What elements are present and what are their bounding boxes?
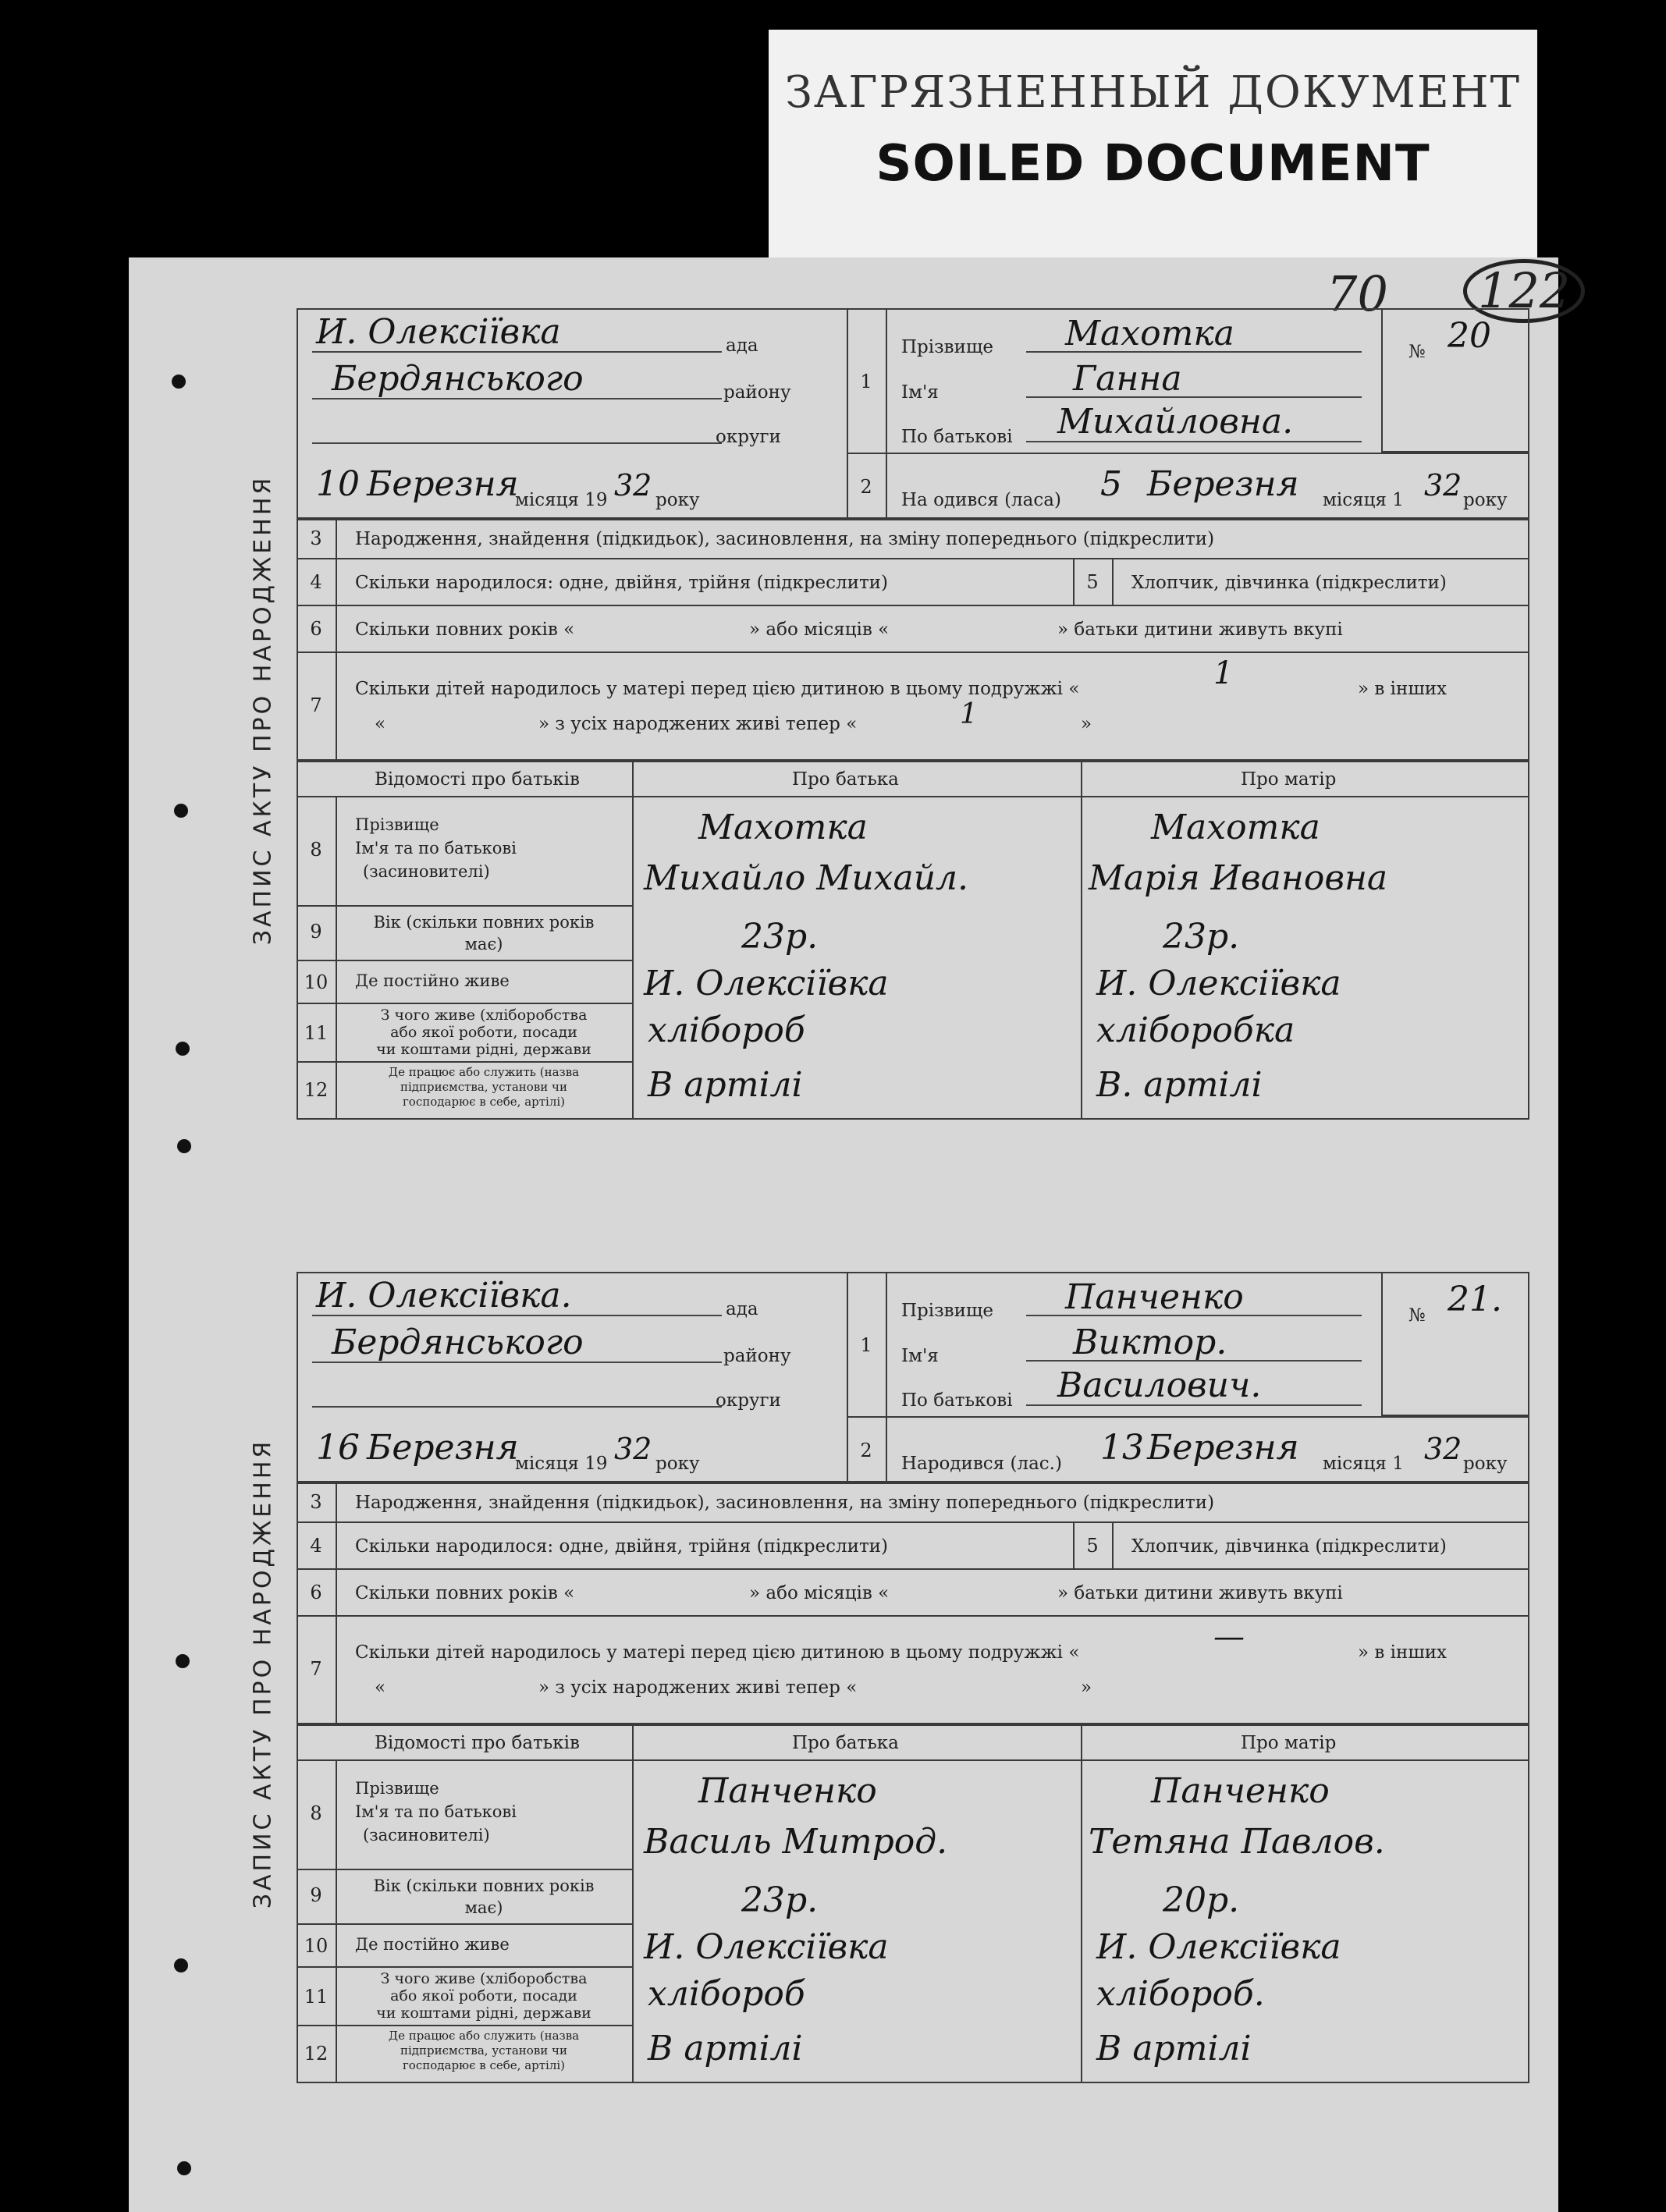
birth-day: 5 bbox=[1100, 464, 1122, 504]
row-number: 5 bbox=[1086, 571, 1099, 593]
name-label: Ім'я bbox=[901, 382, 939, 403]
father-occupation: хлібороб bbox=[648, 1974, 805, 2014]
year-label: року bbox=[655, 490, 700, 510]
birth-year-label: року bbox=[1463, 490, 1508, 510]
mother-name: Марія Ивановна bbox=[1089, 858, 1388, 898]
father-residence: И. Олексіївка bbox=[644, 964, 889, 1003]
row8-line: (засиновителі) bbox=[363, 1826, 490, 1845]
row-number: 2 bbox=[860, 476, 872, 498]
stamp-russian: ЗАГРЯЗНЕННЫЙ ДОКУМЕНТ bbox=[785, 67, 1521, 118]
children-alive: 1 bbox=[960, 698, 978, 730]
birth-year: 32 bbox=[1424, 1432, 1462, 1466]
row7-b: » в інших bbox=[1358, 679, 1448, 699]
record-number: 20 bbox=[1448, 316, 1491, 356]
row5-text: Хлопчик, дівчинка (підкреслити) bbox=[1131, 1536, 1447, 1557]
row12-line: підприємства, установи чи bbox=[400, 2043, 567, 2058]
father-work: В артілі bbox=[648, 2029, 803, 2068]
punch-hole bbox=[172, 375, 186, 389]
row8-line: Ім'я та по батькові bbox=[355, 1802, 517, 1821]
children-before: — bbox=[1213, 1619, 1245, 1655]
row12-line: господарює в себе, артілі) bbox=[402, 2058, 566, 2072]
row12-label bbox=[339, 2029, 628, 2073]
okrugy-label: округи bbox=[716, 427, 781, 447]
mother-header: Про матір bbox=[1241, 769, 1337, 790]
stamp-english: SOILED DOCUMENT bbox=[876, 135, 1430, 193]
row3-text: Народження, знайдення (підкидьок), засиновлення, на зміну попереднього (підкреслити) bbox=[355, 1493, 1215, 1513]
mother-occupation: хліборобка bbox=[1096, 1010, 1295, 1050]
birth-month-label: місяця 1 bbox=[1323, 1454, 1404, 1474]
row-number: 4 bbox=[310, 571, 322, 593]
registration-month: Березня bbox=[367, 464, 519, 504]
row11-line: чи коштами рідні, держави bbox=[376, 1041, 591, 1058]
mother-age: 23р. bbox=[1163, 917, 1240, 957]
mother-occupation: хлібороб. bbox=[1096, 1974, 1265, 2014]
row-number: 1 bbox=[860, 1334, 872, 1356]
row12-line: підприємства, установи чи bbox=[400, 1080, 567, 1094]
row11-label bbox=[339, 1970, 628, 2022]
punch-hole bbox=[174, 1958, 188, 1972]
patronymic-label: По батькові bbox=[901, 427, 1013, 447]
row7-b: » в інших bbox=[1358, 1642, 1448, 1663]
father-residence: И. Олексіївка bbox=[644, 1927, 889, 1967]
registration-day: 10 bbox=[316, 464, 360, 504]
birth-month: Березня bbox=[1147, 1428, 1299, 1468]
row-number: 10 bbox=[304, 1935, 329, 1957]
row-number: 11 bbox=[304, 1022, 329, 1044]
child-name: Виктор. bbox=[1073, 1323, 1227, 1362]
row6-c: » батьки дитини живуть вкупі bbox=[1057, 1583, 1343, 1603]
row9-label bbox=[339, 1875, 628, 1919]
details-frame bbox=[297, 1482, 1529, 1724]
rada-label: ада bbox=[726, 1299, 758, 1319]
row11-line: або якої роботи, посади bbox=[390, 1987, 577, 2004]
details-frame bbox=[297, 519, 1529, 761]
row10-label: Де постійно живе bbox=[355, 971, 510, 990]
name-label: Ім'я bbox=[901, 1346, 939, 1366]
row7-a: Скільки дітей народилось у матері перед цією дитиною в цьому подружжі « bbox=[355, 1642, 1080, 1663]
birth-record bbox=[230, 1205, 1557, 2083]
father-age: 23р. bbox=[741, 1880, 819, 1920]
row12-line: Де працює або служить (назва bbox=[388, 1065, 580, 1079]
row7-e: » bbox=[1081, 1678, 1092, 1698]
row12-line: Де працює або служить (назва bbox=[388, 2029, 580, 2043]
row4-text: Скільки народилося: одне, двійня, трійня (підкреслити) bbox=[355, 1536, 888, 1557]
row-number: 8 bbox=[310, 1802, 322, 1824]
birth-year-label: року bbox=[1463, 1454, 1508, 1474]
row7-c: « bbox=[375, 714, 386, 734]
row-number: 12 bbox=[304, 2043, 329, 2065]
village-value: И. Олексіївка. bbox=[316, 1276, 572, 1315]
child-patronymic: Михайловна. bbox=[1057, 402, 1294, 442]
surname-label: Прізвище bbox=[901, 1301, 993, 1321]
row7-d: » з усіх народжених живі тепер « bbox=[538, 714, 858, 734]
row-number: 11 bbox=[304, 1986, 329, 2008]
row8-line: Прізвище bbox=[355, 815, 439, 834]
row-number: 4 bbox=[310, 1535, 322, 1557]
birth-label: Народився (лас.) bbox=[901, 1454, 1062, 1474]
father-age: 23р. bbox=[741, 917, 819, 957]
punch-hole bbox=[176, 1042, 190, 1056]
okrugy-label: округи bbox=[716, 1390, 781, 1411]
patronymic-label: По батькові bbox=[901, 1390, 1013, 1411]
row6-a: Скільки повних років « bbox=[355, 620, 575, 640]
punch-hole bbox=[176, 1654, 190, 1668]
row9-line: Вік (скільки повних років bbox=[373, 1876, 595, 1895]
birth-label: На одився (ласа) bbox=[901, 490, 1061, 510]
mother-work: В. артілі bbox=[1096, 1065, 1263, 1105]
row-number: 9 bbox=[310, 921, 322, 943]
district-value: Бердянського bbox=[332, 1323, 584, 1362]
row8-line: Прізвище bbox=[355, 1779, 439, 1798]
mother-surname: Махотка bbox=[1151, 808, 1320, 847]
row9-line: має) bbox=[464, 1898, 503, 1917]
register-page bbox=[129, 257, 1571, 2212]
row7-c: « bbox=[375, 1678, 386, 1698]
birth-day: 13 bbox=[1100, 1428, 1144, 1468]
row-number: 7 bbox=[310, 694, 322, 716]
soiled-document-stamp bbox=[769, 30, 1537, 257]
father-name: Василь Митрод. bbox=[644, 1822, 948, 1862]
row4-text: Скільки народилося: одне, двійня, трійня (підкреслити) bbox=[355, 573, 888, 593]
record-number: 21. bbox=[1448, 1280, 1502, 1319]
month-year-label: місяця 19 bbox=[515, 490, 608, 510]
village-value: И. Олексіївка bbox=[316, 312, 561, 352]
year-label: року bbox=[655, 1454, 700, 1474]
father-surname: Панченко bbox=[698, 1771, 877, 1811]
row8-label bbox=[339, 1777, 535, 1847]
month-year-label: місяця 19 bbox=[515, 1454, 608, 1474]
page-number: 70 bbox=[1327, 265, 1388, 322]
row11-label bbox=[339, 1007, 628, 1058]
district-value: Бердянського bbox=[332, 359, 584, 399]
row12-label bbox=[339, 1065, 628, 1110]
father-work: В артілі bbox=[648, 1065, 803, 1105]
row-number: 6 bbox=[310, 1582, 322, 1603]
mother-surname: Панченко bbox=[1151, 1771, 1330, 1811]
mother-header: Про матір bbox=[1241, 1733, 1337, 1753]
father-header: Про батька bbox=[792, 769, 899, 790]
row-number: 7 bbox=[310, 1658, 322, 1680]
row11-line: З чого живе (хліборобства bbox=[380, 1007, 588, 1024]
row-number: 6 bbox=[310, 618, 322, 640]
row-number: 8 bbox=[310, 839, 322, 861]
parents-header: Відомості про батьків bbox=[375, 769, 580, 790]
side-title-text: ЗАПИС АКТУ ПРО НАРОДЖЕННЯ bbox=[249, 474, 277, 946]
row-number: 5 bbox=[1086, 1535, 1099, 1557]
birth-record bbox=[230, 242, 1557, 1120]
row-number: 2 bbox=[860, 1440, 872, 1461]
row5-text: Хлопчик, дівчинка (підкреслити) bbox=[1131, 573, 1447, 593]
birth-month-label: місяця 1 bbox=[1323, 490, 1404, 510]
father-occupation: хлібороб bbox=[648, 1010, 805, 1050]
child-surname: Панченко bbox=[1065, 1277, 1244, 1317]
side-title-text: ЗАПИС АКТУ ПРО НАРОДЖЕННЯ bbox=[249, 1438, 277, 1909]
mother-residence: И. Олексіївка bbox=[1096, 964, 1341, 1003]
raion-label: району bbox=[723, 1346, 791, 1366]
registration-day: 16 bbox=[316, 1428, 360, 1468]
row6-c: » батьки дитини живуть вкупі bbox=[1057, 620, 1343, 640]
row12-line: господарює в себе, артілі) bbox=[402, 1095, 566, 1109]
row-number: 3 bbox=[310, 527, 322, 549]
parents-header: Відомості про батьків bbox=[375, 1733, 580, 1753]
registration-year: 32 bbox=[614, 1432, 652, 1466]
row11-line: чи коштами рідні, держави bbox=[376, 2004, 591, 2022]
row6-b: » або місяців « bbox=[749, 620, 890, 640]
record-side-title bbox=[230, 1338, 297, 2009]
mother-work: В артілі bbox=[1096, 2029, 1252, 2068]
row6-b: » або місяців « bbox=[749, 1583, 890, 1603]
number-sign: № bbox=[1408, 342, 1426, 362]
birth-month: Березня bbox=[1147, 464, 1299, 504]
row9-line: має) bbox=[464, 935, 503, 953]
row10-label: Де постійно живе bbox=[355, 1935, 510, 1954]
row7-a: Скільки дітей народилось у матері перед цією дитиною в цьому подружжі « bbox=[355, 679, 1080, 699]
row-number: 9 bbox=[310, 1884, 322, 1906]
father-name: Михайло Михайл. bbox=[644, 858, 969, 898]
rada-label: ада bbox=[726, 336, 758, 356]
sheet-number: 122 bbox=[1463, 259, 1585, 323]
row-number: 1 bbox=[860, 371, 872, 392]
mother-age: 20р. bbox=[1163, 1880, 1240, 1920]
row8-line: Ім'я та по батькові bbox=[355, 839, 517, 857]
punch-hole bbox=[177, 2161, 191, 2175]
surname-label: Прізвище bbox=[901, 337, 993, 357]
children-before: 1 bbox=[1213, 655, 1234, 691]
row9-line: Вік (скільки повних років bbox=[373, 913, 595, 932]
record-side-title bbox=[230, 375, 297, 1046]
row-number: 12 bbox=[304, 1079, 329, 1101]
row7-e: » bbox=[1081, 714, 1092, 734]
father-surname: Махотка bbox=[698, 808, 868, 847]
punch-hole bbox=[177, 1139, 191, 1153]
row7-d: » з усіх народжених живі тепер « bbox=[538, 1678, 858, 1698]
number-sign: № bbox=[1408, 1305, 1426, 1326]
punch-hole bbox=[174, 804, 188, 818]
child-name: Ганна bbox=[1073, 359, 1182, 399]
row-number: 10 bbox=[304, 971, 329, 993]
mother-name: Тетяна Павлов. bbox=[1089, 1822, 1385, 1862]
row8-line: (засиновителі) bbox=[363, 862, 490, 881]
row11-line: З чого живе (хліборобства bbox=[380, 1970, 588, 1987]
registration-year: 32 bbox=[614, 468, 652, 502]
row8-label bbox=[339, 813, 535, 883]
mother-residence: И. Олексіївка bbox=[1096, 1927, 1341, 1967]
registration-month: Березня bbox=[367, 1428, 519, 1468]
row9-label bbox=[339, 911, 628, 955]
child-surname: Махотка bbox=[1065, 314, 1234, 353]
birth-year: 32 bbox=[1424, 468, 1462, 502]
row6-a: Скільки повних років « bbox=[355, 1583, 575, 1603]
child-patronymic: Василович. bbox=[1057, 1365, 1262, 1405]
row-number: 3 bbox=[310, 1491, 322, 1513]
row3-text: Народження, знайдення (підкидьок), засиновлення, на зміну попереднього (підкреслити) bbox=[355, 529, 1215, 549]
raion-label: району bbox=[723, 382, 791, 403]
father-header: Про батька bbox=[792, 1733, 899, 1753]
row11-line: або якої роботи, посади bbox=[390, 1024, 577, 1041]
